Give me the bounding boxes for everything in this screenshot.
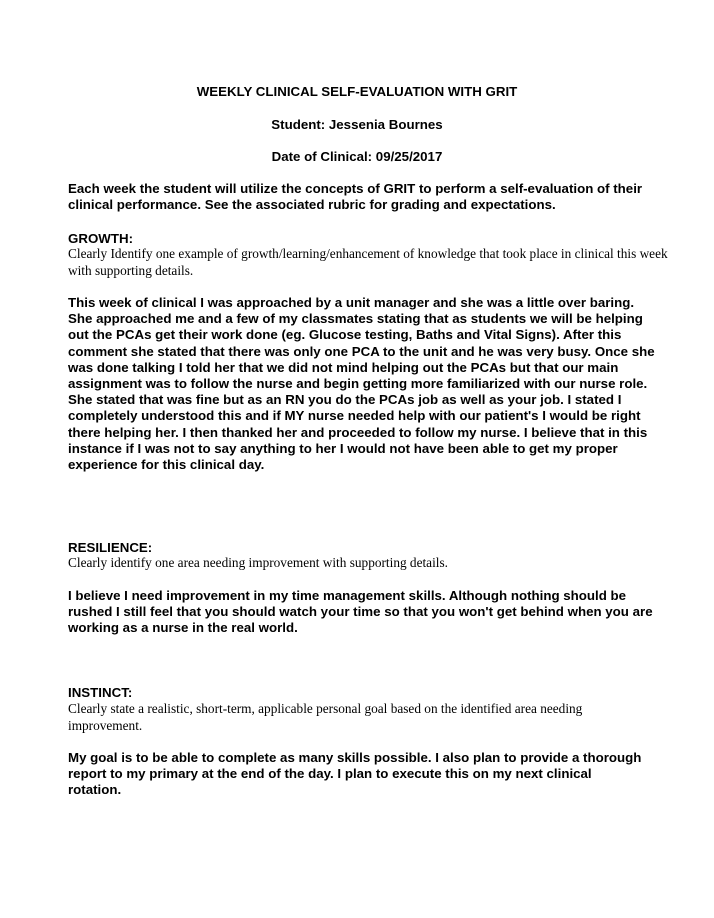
- resilience-prompt: Clearly identify one area needing improvement with supporting details.: [68, 555, 448, 570]
- growth-response: This week of clinical I was approached by a unit manager and she was a little over baring. She approached me and a few of my classmates stating that as students we will be helping out the PCAs get their work done (eg. Glucose testing, Baths and Vital Signs). After this comment she stated that there was only one PCA to the unit and he was very busy. Once she was done talking I told her that we did not mind helping out the PCAs but that our main assignment was to follow the nurse and begin getting more familiarized with our nurse role. She stated that was fine but as an RN you do the PCAs job as well as your job. I stated I completely understood this and if MY nurse needed help with our patient's I would be right there helping her. I then thanked her and proceeded to follow my nurse. I believe that in this instance if I was not to say anything to her I would not have been able to get my proper experience for this clinical day.: [68, 295, 655, 473]
- clinical-date: Date of Clinical: 09/25/2017: [271, 149, 443, 164]
- resilience-heading: RESILIENCE:: [68, 540, 153, 555]
- resilience-response: I believe I need improvement in my time management skills. Although nothing should be rushed I still feel that you should watch your time so that you won't get behind when you are working as a nurse in the real world.: [68, 588, 653, 636]
- student-name: Student: Jessenia Bournes: [271, 117, 443, 132]
- growth-heading: GROWTH:: [68, 231, 133, 246]
- intro-paragraph: Each week the student will utilize the concepts of GRIT to perform a self-evaluation of their clinical performance. See the associated rubric for grading and expectations.: [68, 181, 643, 213]
- growth-prompt: Clearly Identify one example of growth/learning/enhancement of knowledge that took place in clinical this week with supporting details.: [68, 246, 668, 278]
- instinct-heading: INSTINCT:: [68, 685, 133, 700]
- instinct-prompt: Clearly state a realistic, short-term, applicable personal goal based on the identified area needing improvement.: [68, 701, 583, 733]
- instinct-response: My goal is to be able to complete as many skills possible. I also plan to provide a thorough report to my primary at the end of the day. I plan to execute this on my next clinical rotation.: [68, 750, 642, 798]
- document-title: WEEKLY CLINICAL SELF-EVALUATION WITH GRIT: [196, 84, 518, 99]
